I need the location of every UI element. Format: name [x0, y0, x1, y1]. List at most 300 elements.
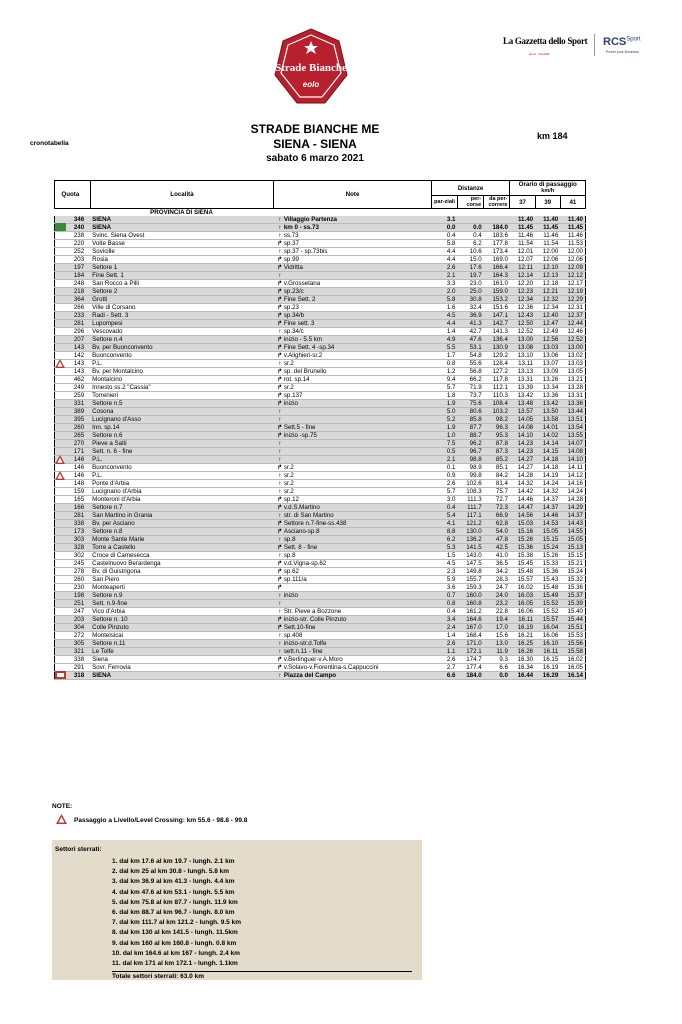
cell-note: [274, 560, 431, 568]
cell-parziali: 3.0: [431, 496, 457, 504]
level-crossing-icon: [55, 455, 65, 464]
note-text: sr.2: [283, 480, 294, 487]
cell-note: [274, 224, 431, 232]
cell-percorse: 53.1: [457, 344, 483, 352]
cell-da-percorrere: 117.8: [484, 376, 510, 384]
cell-note: [274, 624, 431, 632]
note-text: sp.8: [283, 536, 296, 543]
table-row: [55, 280, 586, 288]
settore-item: 10. dal km 164.6 al km 167 - lungh. 2.4 km: [112, 949, 240, 957]
table-row: [55, 384, 586, 392]
cell-time-39: 12.49: [535, 328, 560, 336]
cell-note: [274, 464, 431, 472]
cell-time-39: 12.10: [535, 264, 560, 272]
cell-time-39: 14.15: [535, 448, 560, 456]
cell-time-41: 12.00: [560, 248, 585, 256]
table-row: [55, 288, 586, 296]
cell-parziali: 5.7: [431, 384, 457, 392]
cell-percorse: 141.5: [457, 544, 483, 552]
cell-time-37: 13.11: [510, 360, 535, 368]
cell-localita: Radi - Sett. 3: [90, 312, 274, 320]
cell-note: [274, 424, 431, 432]
cell-time-41: 14.10: [560, 456, 585, 464]
cell-parziali: 2.4: [431, 624, 457, 632]
cell-note: [274, 360, 431, 368]
cell-time-41: 13.02: [560, 352, 585, 360]
cell-note: [274, 568, 431, 576]
cell-percorse: 111.3: [457, 496, 483, 504]
cell-note: [274, 472, 431, 480]
cell-time-37: 13.57: [510, 408, 535, 416]
table-row: [55, 304, 586, 312]
cell-time-37: 14.05: [510, 416, 535, 424]
table-row: [55, 408, 586, 416]
note-text: ss.73: [283, 232, 299, 239]
note-text: sp.34/c: [283, 328, 304, 335]
cell-time-41: 16.05: [560, 664, 585, 672]
cell-percorse: 54.8: [457, 352, 483, 360]
cell-note: [274, 248, 431, 256]
cell-da-percorrere: 95.3: [484, 432, 510, 440]
level-crossing-icon: [55, 471, 65, 480]
direction-icon: ↱: [277, 544, 283, 551]
cell-percorse: 19.7: [457, 272, 483, 280]
direction-icon: ↑: [278, 632, 282, 639]
cell-da-percorrere: 110.3: [484, 392, 510, 400]
note-text: Sett.5 - fine: [283, 424, 316, 431]
cell-quota: 260: [55, 576, 91, 584]
cell-quota: 249: [55, 384, 91, 392]
direction-icon: ↱: [277, 392, 283, 399]
table-row: [55, 344, 586, 352]
cell-quota: 331: [55, 400, 91, 408]
cell-quota: 240: [55, 224, 91, 232]
cell-time-39: 16.19: [535, 664, 560, 672]
direction-icon: ↱: [277, 296, 283, 303]
note-text: sr.2: [283, 488, 294, 495]
cell-note: [274, 504, 431, 512]
cell-time-39: 12.34: [535, 304, 560, 312]
cell-localita: Bv. di Guistrigona: [90, 568, 274, 576]
direction-icon: ↱: [277, 496, 283, 503]
cell-time-39: 11.40: [535, 216, 560, 224]
col-da-percorrere: da per-correre: [484, 196, 510, 209]
note-text: v.Berlinguer-v.A.Moro: [283, 656, 343, 663]
cell-percorse: 56.8: [457, 368, 483, 376]
cell-time-39: 16.06: [535, 632, 560, 640]
cell-time-39: 15.15: [535, 536, 560, 544]
cell-time-41: 15.13: [560, 544, 585, 552]
cell-note: [274, 616, 431, 624]
cell-parziali: 0.0: [431, 224, 457, 232]
cell-time-37: 15.38: [510, 552, 535, 560]
cell-time-39: 16.10: [535, 640, 560, 648]
cell-note: [274, 584, 431, 592]
cell-da-percorrere: 142.7: [484, 320, 510, 328]
cell-quota: 321: [55, 648, 91, 656]
logo-sub: eolo: [302, 80, 320, 89]
note-text: sp.37: [283, 240, 299, 247]
col-orario: Orario di passaggio km/h: [510, 181, 586, 196]
cell-quota: 233: [55, 312, 91, 320]
cell-time-37: 16.05: [510, 600, 535, 608]
table-row: [55, 424, 586, 432]
cell-da-percorrere: [484, 216, 510, 224]
cell-percorse: 47.6: [457, 336, 483, 344]
cell-percorse: 149.8: [457, 568, 483, 576]
cell-parziali: 2.1: [431, 272, 457, 280]
cell-localita: Settore 1: [90, 264, 274, 272]
cell-time-37: 11.54: [510, 240, 535, 248]
table-row: [55, 496, 586, 504]
cell-parziali: 1.9: [431, 400, 457, 408]
cell-time-41: 13.55: [560, 432, 585, 440]
direction-icon: ↱: [277, 384, 283, 391]
cell-parziali: 0.1: [431, 464, 457, 472]
cell-localita: Settore n.8: [90, 528, 274, 536]
cell-time-41: 12.52: [560, 336, 585, 344]
cell-localita: San Piero: [90, 576, 274, 584]
cell-parziali: 0.8: [431, 360, 457, 368]
cell-time-41: 15.15: [560, 552, 585, 560]
cell-quota: 218: [55, 288, 91, 296]
col-distanze: Distanze: [431, 181, 510, 196]
cell-da-percorrere: 166.4: [484, 264, 510, 272]
cell-time-39: 15.36: [535, 568, 560, 576]
cell-quota: 143: [55, 368, 91, 376]
cell-percorse: 136.2: [457, 536, 483, 544]
cell-localita: Torre a Castello: [90, 544, 274, 552]
cell-da-percorrere: 127.2: [484, 368, 510, 376]
cell-time-41: 12.46: [560, 328, 585, 336]
page-title: STRADE BIANCHE ME: [250, 122, 380, 136]
cell-quota: 265: [55, 432, 91, 440]
cell-time-39: 14.37: [535, 504, 560, 512]
settore-item: 1. dal km 17.6 al km 19.7 - lungh. 2.1 km: [112, 858, 235, 865]
cell-parziali: 1.7: [431, 352, 457, 360]
cell-da-percorrere: 147.1: [484, 312, 510, 320]
cell-localita: Svinc. Siena Ovest: [90, 232, 274, 240]
cell-time-37: 14.56: [510, 512, 535, 520]
direction-icon: ↱: [277, 264, 283, 271]
level-crossing-icon: [55, 359, 65, 368]
direction-icon: ↱: [277, 664, 283, 671]
cell-parziali: 1.4: [431, 328, 457, 336]
cell-time-39: 11.45: [535, 224, 560, 232]
cell-parziali: 1.9: [431, 424, 457, 432]
cell-time-39: 15.52: [535, 600, 560, 608]
cell-time-37: 16.25: [510, 640, 535, 648]
cell-time-39: 13.03: [535, 344, 560, 352]
direction-icon: ↑: [278, 448, 282, 455]
cell-time-39: 12.56: [535, 336, 560, 344]
cell-da-percorrere: 22.8: [484, 608, 510, 616]
cell-percorse: 41.3: [457, 320, 483, 328]
cell-localita: Torrenieri: [90, 392, 274, 400]
note-text: sp.8: [283, 552, 296, 559]
cell-percorse: 85.8: [457, 416, 483, 424]
direction-icon: ↑: [278, 232, 282, 239]
cell-localita: Sett. n. 6 - fine: [90, 448, 274, 456]
cell-time-39: 14.24: [535, 480, 560, 488]
cell-time-39: 12.13: [535, 272, 560, 280]
cell-time-41: 13.31: [560, 392, 585, 400]
cell-percorse: 172.1: [457, 648, 483, 656]
cell-time-41: 12.12: [560, 272, 585, 280]
cell-parziali: 6.2: [431, 536, 457, 544]
cell-percorse: 0.0: [457, 224, 483, 232]
cell-localita: SIENA: [90, 224, 274, 232]
cell-localita: Innesto ss.2 "Cassia": [90, 384, 274, 392]
note-text: v.d.S.Martino: [283, 504, 320, 511]
cell-time-41: 15.32: [560, 576, 585, 584]
cell-quota: 395: [55, 416, 91, 424]
cell-parziali: 9.4: [431, 376, 457, 384]
cell-time-39: 15.33: [535, 560, 560, 568]
cell-localita: Bv. per Montalcino: [90, 368, 274, 376]
cell-time-37: 12.52: [510, 328, 535, 336]
note-text: sp.23/c: [283, 288, 304, 295]
cell-parziali: 2.0: [431, 288, 457, 296]
cell-localita: Sett. n.9-fine: [90, 600, 274, 608]
cell-da-percorrere: 87.3: [484, 448, 510, 456]
cell-quota: 143: [55, 344, 91, 352]
cell-da-percorrere: 24.7: [484, 584, 510, 592]
cell-percorse: 159.3: [457, 584, 483, 592]
cell-time-37: 11.46: [510, 232, 535, 240]
cell-time-39: 14.01: [535, 424, 560, 432]
cell-da-percorrere: 13.0: [484, 640, 510, 648]
cell-time-39: 15.24: [535, 544, 560, 552]
cell-time-37: 13.10: [510, 352, 535, 360]
table-row: [55, 400, 586, 408]
cell-da-percorrere: 28.3: [484, 576, 510, 584]
cell-quota: 338: [55, 520, 91, 528]
cell-da-percorrere: 128.4: [484, 360, 510, 368]
cell-localita: Ponte d'Arbia: [90, 480, 274, 488]
note-text: km 0 - ss.73: [283, 224, 319, 231]
table-row: [55, 576, 586, 584]
gazzetta-sub: sport · GLORIA: [529, 52, 550, 56]
cell-localita: Sovr. Ferrovia: [90, 664, 274, 672]
cell-localita: San Martino in Grania: [90, 512, 274, 520]
logo-text: Strade Bianche: [275, 62, 347, 74]
cell-da-percorrere: 66.9: [484, 512, 510, 520]
cell-da-percorrere: 17.0: [484, 624, 510, 632]
table-row: [55, 600, 586, 608]
cell-localita: Pieve a Salti: [90, 440, 274, 448]
cell-time-41: 15.39: [560, 600, 585, 608]
cell-note: [274, 664, 431, 672]
cell-time-41: 14.55: [560, 528, 585, 536]
direction-icon: ↑: [278, 408, 282, 415]
cell-da-percorrere: 164.3: [484, 272, 510, 280]
cell-localita: P.L.: [90, 472, 274, 480]
direction-icon: ↱: [277, 464, 283, 471]
direction-icon: ↑: [278, 224, 282, 231]
cell-percorse: 15.0: [457, 256, 483, 264]
cell-time-41: 14.16: [560, 480, 585, 488]
cell-time-37: 15.45: [510, 560, 535, 568]
cell-time-37: 14.42: [510, 488, 535, 496]
cell-quota: 184: [55, 272, 91, 280]
cell-time-37: 16.21: [510, 632, 535, 640]
table-row: [55, 544, 586, 552]
table-row: [55, 224, 586, 232]
cell-da-percorrere: 173.4: [484, 248, 510, 256]
direction-icon: ↱: [277, 584, 283, 591]
col-note: Note: [274, 181, 431, 209]
cell-time-39: 13.06: [535, 352, 560, 360]
note-text: sp.62: [283, 568, 299, 575]
cell-time-41: 12.19: [560, 288, 585, 296]
cell-da-percorrere: 11.9: [484, 648, 510, 656]
cell-time-41: 16.14: [560, 672, 585, 680]
cell-time-39: 16.04: [535, 624, 560, 632]
cell-percorse: 23.0: [457, 280, 483, 288]
cell-time-39: 15.48: [535, 584, 560, 592]
cell-time-37: 16.26: [510, 648, 535, 656]
cell-note: [274, 312, 431, 320]
table-row: [55, 520, 586, 528]
cell-time-41: 13.36: [560, 400, 585, 408]
cell-time-39: 12.32: [535, 296, 560, 304]
cell-parziali: 0.8: [431, 600, 457, 608]
cell-localita: Cosona: [90, 408, 274, 416]
cell-time-37: 15.16: [510, 528, 535, 536]
cell-quota: 462: [55, 376, 91, 384]
cell-parziali: 4.5: [431, 560, 457, 568]
cell-localita: Montelsicai: [90, 632, 274, 640]
note-text: sp. del Brunello: [283, 368, 327, 375]
table-row: [55, 504, 586, 512]
table-row: [55, 392, 586, 400]
cell-time-41: 15.36: [560, 584, 585, 592]
note-text: sp.12: [283, 496, 299, 503]
cell-note: [274, 432, 431, 440]
note-text: sp.137: [283, 392, 303, 399]
cell-parziali: 8.8: [431, 528, 457, 536]
cell-time-39: 14.14: [535, 440, 560, 448]
cell-quota: 143: [55, 360, 91, 368]
cell-time-39: 12.21: [535, 288, 560, 296]
cell-note: [274, 656, 431, 664]
cell-time-41: 14.12: [560, 472, 585, 480]
cell-time-39: 13.36: [535, 392, 560, 400]
cell-percorse: 55.6: [457, 360, 483, 368]
cell-time-37: 14.47: [510, 504, 535, 512]
cell-parziali: 5.2: [431, 416, 457, 424]
cell-quota: 198: [55, 592, 91, 600]
cell-time-41: 12.31: [560, 304, 585, 312]
cell-percorse: 177.4: [457, 664, 483, 672]
cell-time-41: 14.43: [560, 520, 585, 528]
note-text: sr.2: [283, 464, 294, 471]
cell-time-41: 14.08: [560, 448, 585, 456]
cell-quota: 165: [55, 496, 91, 504]
cell-localita: Vescovado: [90, 328, 274, 336]
cell-percorse: 87.7: [457, 424, 483, 432]
cell-time-39: 14.32: [535, 488, 560, 496]
cell-da-percorrere: 129.2: [484, 352, 510, 360]
cell-time-39: 15.57: [535, 616, 560, 624]
cell-note: [274, 592, 431, 600]
cell-quota: 146: [55, 472, 91, 480]
cell-da-percorrere: 153.2: [484, 296, 510, 304]
cell-note: [274, 512, 431, 520]
cell-time-41: 15.58: [560, 648, 585, 656]
cell-note: [274, 216, 431, 224]
cell-localita: Siena: [90, 656, 274, 664]
cell-time-37: 12.07: [510, 256, 535, 264]
cell-time-41: 13.03: [560, 360, 585, 368]
cell-time-37: 16.11: [510, 616, 535, 624]
direction-icon: ↱: [277, 280, 283, 287]
cell-quota: 148: [55, 480, 91, 488]
crono-label: cronotabella: [30, 140, 69, 147]
cell-da-percorrere: 41.0: [484, 552, 510, 560]
cell-time-41: 15.44: [560, 616, 585, 624]
direction-icon: ↑: [278, 600, 282, 607]
cell-da-percorrere: 87.8: [484, 440, 510, 448]
settore-item: 11. dal km 171 al km 172.1 - lungh. 1.1km: [112, 959, 238, 967]
cell-parziali: 4.4: [431, 320, 457, 328]
cell-da-percorrere: 85.2: [484, 456, 510, 464]
settori-sterrati-box: [52, 840, 422, 980]
cell-time-39: 14.46: [535, 512, 560, 520]
table-row: [55, 648, 586, 656]
note-text: sr.2: [283, 360, 294, 367]
direction-icon: ↱: [277, 288, 283, 295]
table-row: [55, 672, 586, 680]
cell-time-39: 15.52: [535, 608, 560, 616]
cell-localita: P.L.: [90, 360, 274, 368]
cell-localita: Montalcino: [90, 376, 274, 384]
cell-da-percorrere: 6.6: [484, 664, 510, 672]
cell-percorse: 75.6: [457, 400, 483, 408]
cell-da-percorrere: 96.3: [484, 424, 510, 432]
cell-localita: Inn. sp.14: [90, 424, 274, 432]
direction-icon: ↱: [277, 528, 283, 535]
cell-da-percorrere: 151.6: [484, 304, 510, 312]
cell-time-37: 14.27: [510, 456, 535, 464]
cell-localita: Fine Sett. 1: [90, 272, 274, 280]
cell-time-39: 13.42: [535, 400, 560, 408]
cell-parziali: 5.7: [431, 488, 457, 496]
cell-time-41: 13.00: [560, 344, 585, 352]
cell-percorse: 102.6: [457, 480, 483, 488]
rcs-sub: Power your Business: [606, 50, 639, 54]
cell-parziali: 1.8: [431, 392, 457, 400]
cell-note: [274, 648, 431, 656]
cell-quota: 389: [55, 408, 91, 416]
table-row: [55, 248, 586, 256]
cell-localita: SIENA: [90, 216, 274, 224]
cell-localita: Lupompesi: [90, 320, 274, 328]
cell-time-39: 16.15: [535, 656, 560, 664]
settori-title: Settori sterrati:: [55, 846, 102, 853]
cell-quota: 166: [55, 504, 91, 512]
cell-parziali: 4.9: [431, 336, 457, 344]
cell-time-39: 13.34: [535, 384, 560, 392]
note-text: sp.34/b: [283, 312, 305, 319]
cell-parziali: 5.5: [431, 344, 457, 352]
cell-parziali: 0.9: [431, 472, 457, 480]
page-subtitle: SIENA - SIENA: [273, 137, 357, 151]
cell-time-41: 12.09: [560, 264, 585, 272]
cell-parziali: 1.5: [431, 552, 457, 560]
cell-localita: Le Tolfe: [90, 648, 274, 656]
